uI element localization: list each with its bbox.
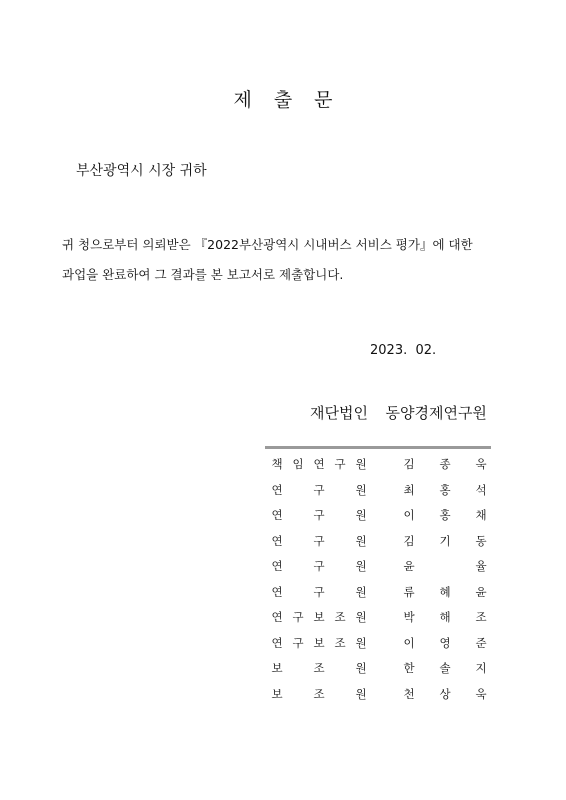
staff-title-char <box>292 558 304 574</box>
staff-title-char: 연 <box>271 508 283 522</box>
staff-name-char: 조 <box>475 610 487 624</box>
staff-row <box>265 476 491 502</box>
staff-title-char: 원 <box>355 559 367 573</box>
title-char: 출 <box>273 89 315 111</box>
staff-title <box>271 482 367 498</box>
staff-title-char: 원 <box>355 635 367 650</box>
staff-title-char: 연 <box>271 584 283 599</box>
staff-title-char: 연 <box>271 559 283 573</box>
staff-row <box>265 450 491 476</box>
staff-title <box>271 456 367 472</box>
staff-name <box>403 507 487 523</box>
staff-name-char: 류 <box>403 584 415 599</box>
staff-name <box>403 584 487 600</box>
staff-title-char: 보 <box>313 610 325 624</box>
staff-title-char: 보 <box>271 661 283 675</box>
staff-name-char: 해 <box>439 610 451 624</box>
staff-name-char: 박 <box>403 610 415 624</box>
staff-title-char: 조 <box>334 610 346 624</box>
staff-title-char <box>292 584 304 600</box>
staff-name-char: 최 <box>403 482 415 497</box>
submission-date: 2023. 02. <box>370 343 437 358</box>
staff-name-char: 천 <box>403 686 415 701</box>
staff-title <box>271 558 367 574</box>
staff-title-char: 임 <box>292 457 304 471</box>
staff-name-char: 혜 <box>439 584 451 599</box>
title-char: 제 <box>233 89 274 111</box>
staff-title-char <box>334 533 346 549</box>
staff-title-char: 원 <box>355 584 367 599</box>
staff-name-char: 홍 <box>439 508 451 522</box>
staff-title-char: 원 <box>355 508 367 522</box>
staff-title <box>271 584 367 600</box>
staff-row <box>265 501 491 527</box>
staff-name <box>403 660 487 676</box>
staff-name-char: 채 <box>475 508 487 522</box>
staff-title-char: 연 <box>271 482 283 497</box>
staff-title-char: 구 <box>313 559 325 573</box>
staff-title <box>271 609 367 625</box>
staff-title-char <box>292 660 304 676</box>
staff-title-char: 연 <box>271 635 283 650</box>
staff-name-char: 율 <box>475 559 487 573</box>
staff-name-char: 이 <box>403 635 415 650</box>
staff-title-char <box>334 507 346 523</box>
staff-name-char: 김 <box>403 533 415 548</box>
staff-title-char: 구 <box>313 508 325 522</box>
staff-name-char: 영 <box>439 635 451 650</box>
staff-title-char: 조 <box>313 661 325 675</box>
staff-title-char: 구 <box>313 482 325 497</box>
staff-name <box>403 686 487 702</box>
staff-name-char: 지 <box>475 661 487 675</box>
staff-title-char: 구 <box>292 610 304 624</box>
staff-title <box>271 533 367 549</box>
staff-row <box>265 527 491 553</box>
staff-name-char: 한 <box>403 661 415 675</box>
staff-title-char <box>334 482 346 498</box>
body-paragraph <box>62 230 502 290</box>
staff-name-char: 김 <box>403 457 415 471</box>
staff-title-char <box>334 558 346 574</box>
staff-name-char: 상 <box>439 686 451 701</box>
staff-title-char <box>334 686 346 702</box>
staff-title-char <box>292 482 304 498</box>
staff-title-char: 원 <box>355 610 367 624</box>
staff-title-char: 연 <box>313 457 325 471</box>
staff-name-char: 종 <box>439 457 451 471</box>
staff-name-char <box>439 558 451 574</box>
staff-title-char: 책 <box>271 457 283 471</box>
staff-name <box>403 558 487 574</box>
staff-name-char: 욱 <box>475 457 487 471</box>
staff-name-char: 윤 <box>475 584 487 599</box>
staff-title-char: 구 <box>313 533 325 548</box>
staff-name-char: 솔 <box>439 661 451 675</box>
staff-name <box>403 533 487 549</box>
staff-title-char: 조 <box>313 686 325 701</box>
body-line: 과업을 완료하여 그 결과를 본 보고서로 제출합니다. <box>62 267 344 282</box>
staff-name <box>403 456 487 472</box>
title-char: 문 <box>314 89 355 111</box>
staff-title <box>271 686 367 702</box>
staff-name-char: 석 <box>475 482 487 497</box>
staff-title-char: 구 <box>334 457 346 471</box>
divider-line <box>265 446 491 449</box>
staff-title-char: 보 <box>313 635 325 650</box>
staff-title-char: 원 <box>355 457 367 471</box>
staff-title-char <box>292 533 304 549</box>
staff-name-char: 동 <box>475 533 487 548</box>
staff-row <box>265 629 491 655</box>
staff-list <box>265 450 491 705</box>
staff-name-char: 기 <box>439 533 451 548</box>
body-line: 귀 청으로부터 의뢰받은 『2022부산광역시 시내버스 서비스 평가』에 대한 <box>62 237 473 252</box>
staff-title <box>271 660 367 676</box>
staff-name <box>403 482 487 498</box>
document-title <box>0 85 566 112</box>
staff-title-char: 구 <box>313 584 325 599</box>
staff-title-char: 연 <box>271 533 283 548</box>
staff-title <box>271 635 367 651</box>
staff-title-char <box>334 660 346 676</box>
staff-row <box>265 654 491 680</box>
staff-title-char: 구 <box>292 635 304 650</box>
staff-name-char: 홍 <box>439 482 451 497</box>
staff-row <box>265 680 491 706</box>
staff-row <box>265 552 491 578</box>
staff-title-char <box>292 507 304 523</box>
staff-title-char: 원 <box>355 533 367 548</box>
staff-name-char: 욱 <box>475 686 487 701</box>
institution-name: 재단법인 동양경제연구원 <box>310 404 487 422</box>
staff-title-char: 연 <box>271 610 283 624</box>
staff-title-char: 보 <box>271 686 283 701</box>
staff-title-char: 원 <box>355 482 367 497</box>
staff-title-char <box>334 584 346 600</box>
staff-name-char: 준 <box>475 635 487 650</box>
staff-row <box>265 603 491 629</box>
staff-title-char: 원 <box>355 661 367 675</box>
staff-title <box>271 507 367 523</box>
staff-name <box>403 635 487 651</box>
staff-title-char: 조 <box>334 635 346 650</box>
staff-title-char <box>292 686 304 702</box>
staff-row <box>265 578 491 604</box>
staff-title-char: 원 <box>355 686 367 701</box>
staff-name <box>403 609 487 625</box>
staff-name-char: 윤 <box>403 559 415 573</box>
recipient-line: 부산광역시 시장 귀하 <box>76 163 207 179</box>
staff-name-char: 이 <box>403 508 415 522</box>
